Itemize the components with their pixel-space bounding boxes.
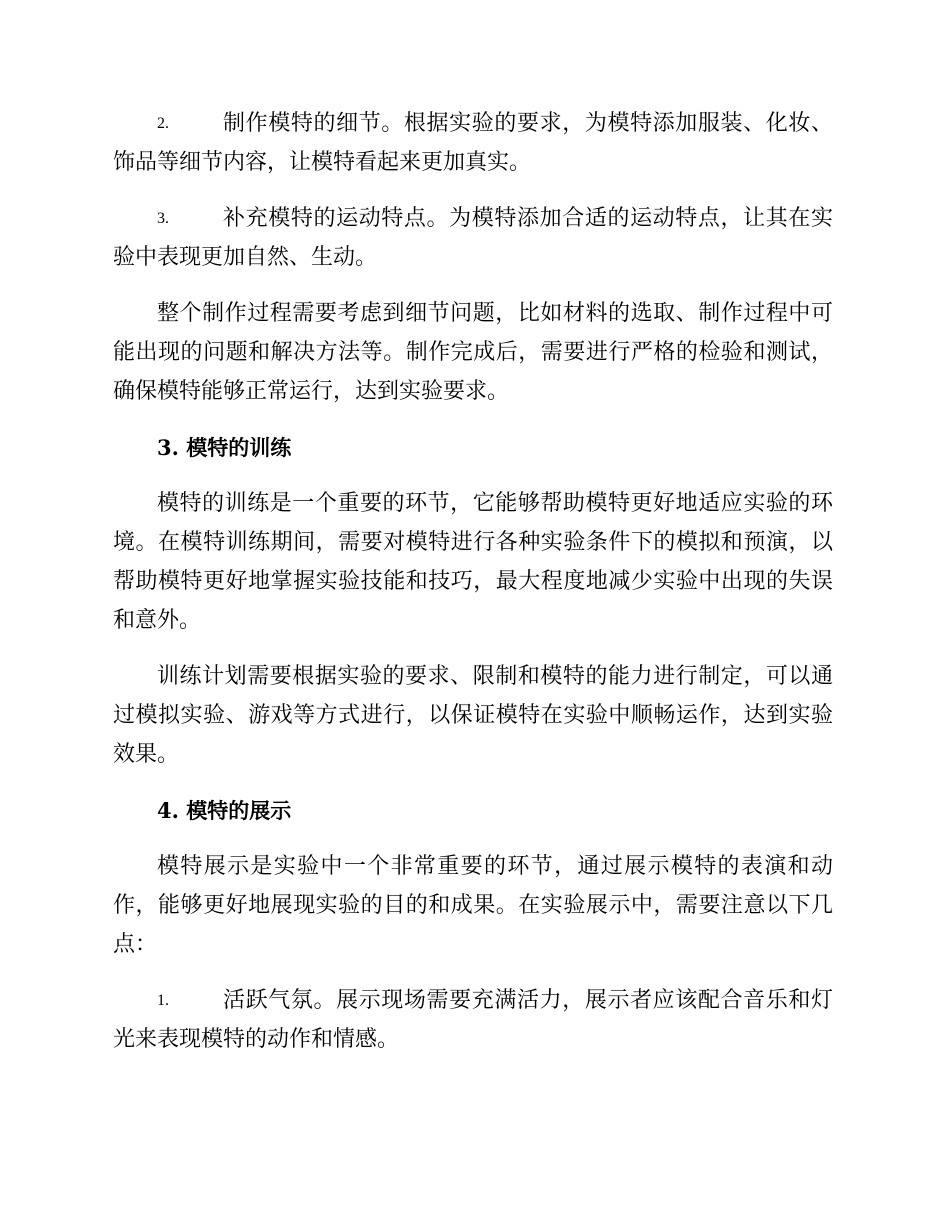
list-item-2 <box>113 104 833 182</box>
list-text-1: 活跃气氛。展示现场需要充满活力，展示者应该配合音乐和灯光来表现模特的动作和情感。 <box>113 988 833 1052</box>
paragraph-production-process: 整个制作过程需要考虑到细节问题，比如材料的选取、制作过程中可能出现的问题和解决方法等。制作完成后，需要进行严格的检验和测试，确保模特能够正常运行，达到实验要求。 <box>113 301 833 404</box>
list-number-3: 3. <box>157 210 169 227</box>
list-text-2: 制作模特的细节。根据实验的要求，为模特添加服装、化妆、饰品等细节内容，让模特看起来更加真实。 <box>113 111 833 175</box>
list-number-2: 2. <box>157 115 169 132</box>
list-item-1 <box>113 981 833 1059</box>
document-page <box>113 104 833 1059</box>
paragraph-training-intro: 模特的训练是一个重要的环节，它能够帮助模特更好地适应实验的环境。在模特训练期间，需要对模特进行各种实验条件下的模拟和预演，以帮助模特更好地掌握实验技能和技巧，最大程度地减少实验中出现的失误和意外。 <box>113 491 833 633</box>
list-item-3 <box>113 199 833 277</box>
section-heading-training: 3. 模特的训练 <box>157 435 292 460</box>
paragraph-training-plan: 训练计划需要根据实验的要求、限制和模特的能力进行制定，可以通过模拟实验、游戏等方式进行，以保证模特在实验中顺畅运作，达到实验效果。 <box>113 664 833 767</box>
paragraph-display-intro: 模特展示是实验中一个非常重要的环节，通过展示模特的表演和动作，能够更好地展现实验的目的和成果。在实验展示中，需要注意以下几点： <box>113 854 833 957</box>
list-text-3: 补充模特的运动特点。为模特添加合适的运动特点，让其在实验中表现更加自然、生动。 <box>113 206 833 270</box>
list-number-1: 1. <box>157 992 169 1009</box>
section-heading-display: 4. 模特的展示 <box>157 798 292 823</box>
